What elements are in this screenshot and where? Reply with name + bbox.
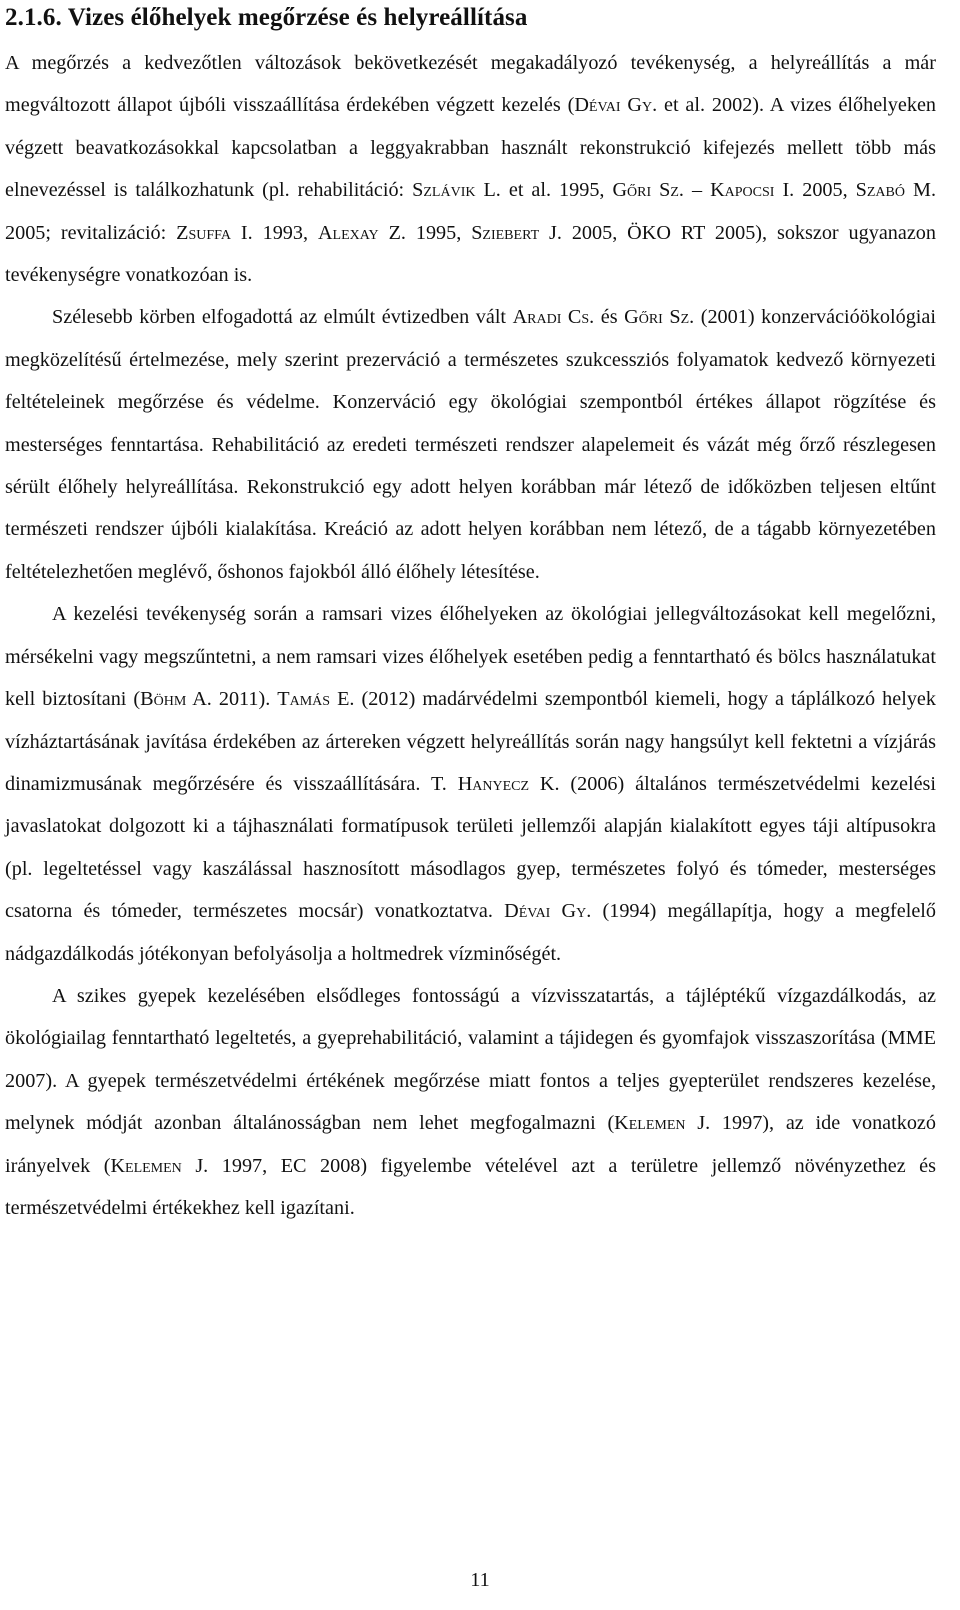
author-name: Dévai Gy.	[574, 94, 658, 117]
paragraph-management	[5, 593, 936, 975]
section-heading	[5, 0, 936, 34]
text-run: 1997, EC 2008) figyelembe vételével azt a területre jellemző növényzethez és természetvédelmi értékekhez kell igazítani.	[5, 1154, 936, 1219]
text-run: 2011).	[211, 688, 278, 711]
author-name: Tamás E.	[277, 688, 355, 711]
paragraph-conservation-ecology	[5, 296, 936, 593]
text-run: A megőrzés a kedvezőtlen változások bekövetkezését megakadályozó tevékenység, a helyreállítás a már megváltozott állapot újbóli visszaállítása érdekében végzett kezelés (	[5, 52, 936, 117]
text-run: 1997), az ide vonatkozó irányelvek (	[5, 1112, 936, 1177]
author-name: Kelemen J.	[110, 1154, 209, 1177]
author-name: Böhm A.	[140, 688, 212, 711]
text-run: A kezelési tevékenység során a ramsari vizes élőhelyeken az ökológiai jellegváltozásokat kell megelőzni, mérsékelni vagy megszűntetni, a nem ramsari vizes élőhelyek esetében pedig a fenntartható és bölcs használatukat kell biztosítani (	[5, 603, 936, 711]
text-run: A szikes gyepek kezelésében elsődleges fontosságú a vízvisszatartás, a tájléptékű vízgazdálkodás, az ökológiailag fenntartható legeltetés, a gyeprehabilitáció, valamint a tájidegen és gyomfajok visszaszorítása (MME 2007). A gyepek természetvédelmi értékének megőrzése miatt fontos a teljes gyepterület rendszeres kezelése, melynek módját azonban általánosságban nem lehet megfogalmazni (	[5, 984, 936, 1135]
text-run: –	[683, 179, 711, 202]
text-run: (2006) általános természetvédelmi kezelési javaslatokat dolgozott ki a tájhasználati formatípusok területi jellemzői alapján kialakított egyes táji altípusokra (pl. legeltetéssel vagy kaszálással hasznosított másodlagos gyep, természetes folyó és tómeder, mesterséges csatorna és tómeder, természetes mocsár) vonatkoztatva.	[5, 772, 936, 923]
author-name: Aradi Cs.	[512, 306, 595, 329]
text-run: 2005; revitalizáció:	[5, 221, 177, 244]
author-name: Dévai Gy.	[504, 900, 592, 923]
text-run: 1995,	[405, 221, 472, 244]
text-run: (1994) megállapítja, hogy a megfelelő nádgazdálkodás jótékonyan befolyásolja a holtmedrek vízminőségét.	[5, 900, 937, 965]
text-run: et al. 2002). A vizes élőhelyeken végzett beavatkozásokkal kapcsolatban a leggyakrabban használt rekonstrukció kifejezés mellett több más elnevezéssel is találkozhatunk (pl. rehabilitáció:	[5, 94, 936, 202]
section-title: Vizes élőhelyek megőrzése és helyreállítása	[67, 4, 528, 31]
text-run: (2012) madárvédelmi szempontból kiemeli, hogy a táplálkozó helyek vízháztartásának javítása érdekében az ártereken végzett helyreállítás során nagy hangsúlyt kell fektetni a vízjárás dinamizmusának megőrzésére és visszaállítására. T.	[5, 688, 936, 795]
text-run: 2005, ÖKO RT 2005), sokszor ugyanazon tevékenységre vonatkozóan is.	[5, 221, 936, 287]
author-name: Hanyecz K.	[457, 772, 560, 795]
section-number: 2.1.6.	[5, 4, 62, 31]
author-name: Alexay Z.	[317, 221, 406, 244]
author-name: Szabó M.	[855, 179, 936, 202]
author-name: Zsuffa I.	[176, 221, 253, 244]
text-run: 1993,	[252, 221, 318, 244]
text-run: (2001) konzervációökológiai megközelítésű értelmezése, mely szerint prezerváció a természetes szukcessziós folyamatok kedvező környezeti feltételeinek megőrzése és védelme. Konzerváció egy ökológiai szempontból értékes állapot rögzítése és mesterséges fenntartása. Rehabilitáció az eredeti természeti rendszer alapelemeit és vázát még őrző részlegesen sérült élőhely helyreállítása. Rekonstrukció egy adott helyen korábban már létező de időközben teljesen eltűnt természeti rendszer újbóli kialakítása. Kreáció az adott helyen korábban nem létező, de a tágabb környezetében feltételezhetően meglévő, őshonos fajokból álló élőhely létesítése.	[5, 306, 936, 583]
page-number: 11	[470, 1569, 490, 1591]
text-run: 2005,	[794, 179, 856, 202]
author-name: Gőri Sz.	[612, 179, 684, 202]
author-name: Sziebert J.	[471, 221, 562, 244]
author-name: Kelemen J.	[614, 1112, 711, 1135]
author-name: Kapocsi I.	[710, 179, 795, 202]
author-name: Gőri Sz.	[624, 306, 695, 329]
paragraph-definitions	[5, 42, 936, 296]
text-run: és	[594, 306, 625, 329]
paragraph-grasslands	[5, 975, 936, 1229]
text-run: Szélesebb körben elfogadottá az elmúlt évtizedben vált	[52, 306, 513, 329]
author-name: Szlávik L.	[412, 179, 501, 202]
text-run: et al. 1995,	[500, 179, 613, 202]
